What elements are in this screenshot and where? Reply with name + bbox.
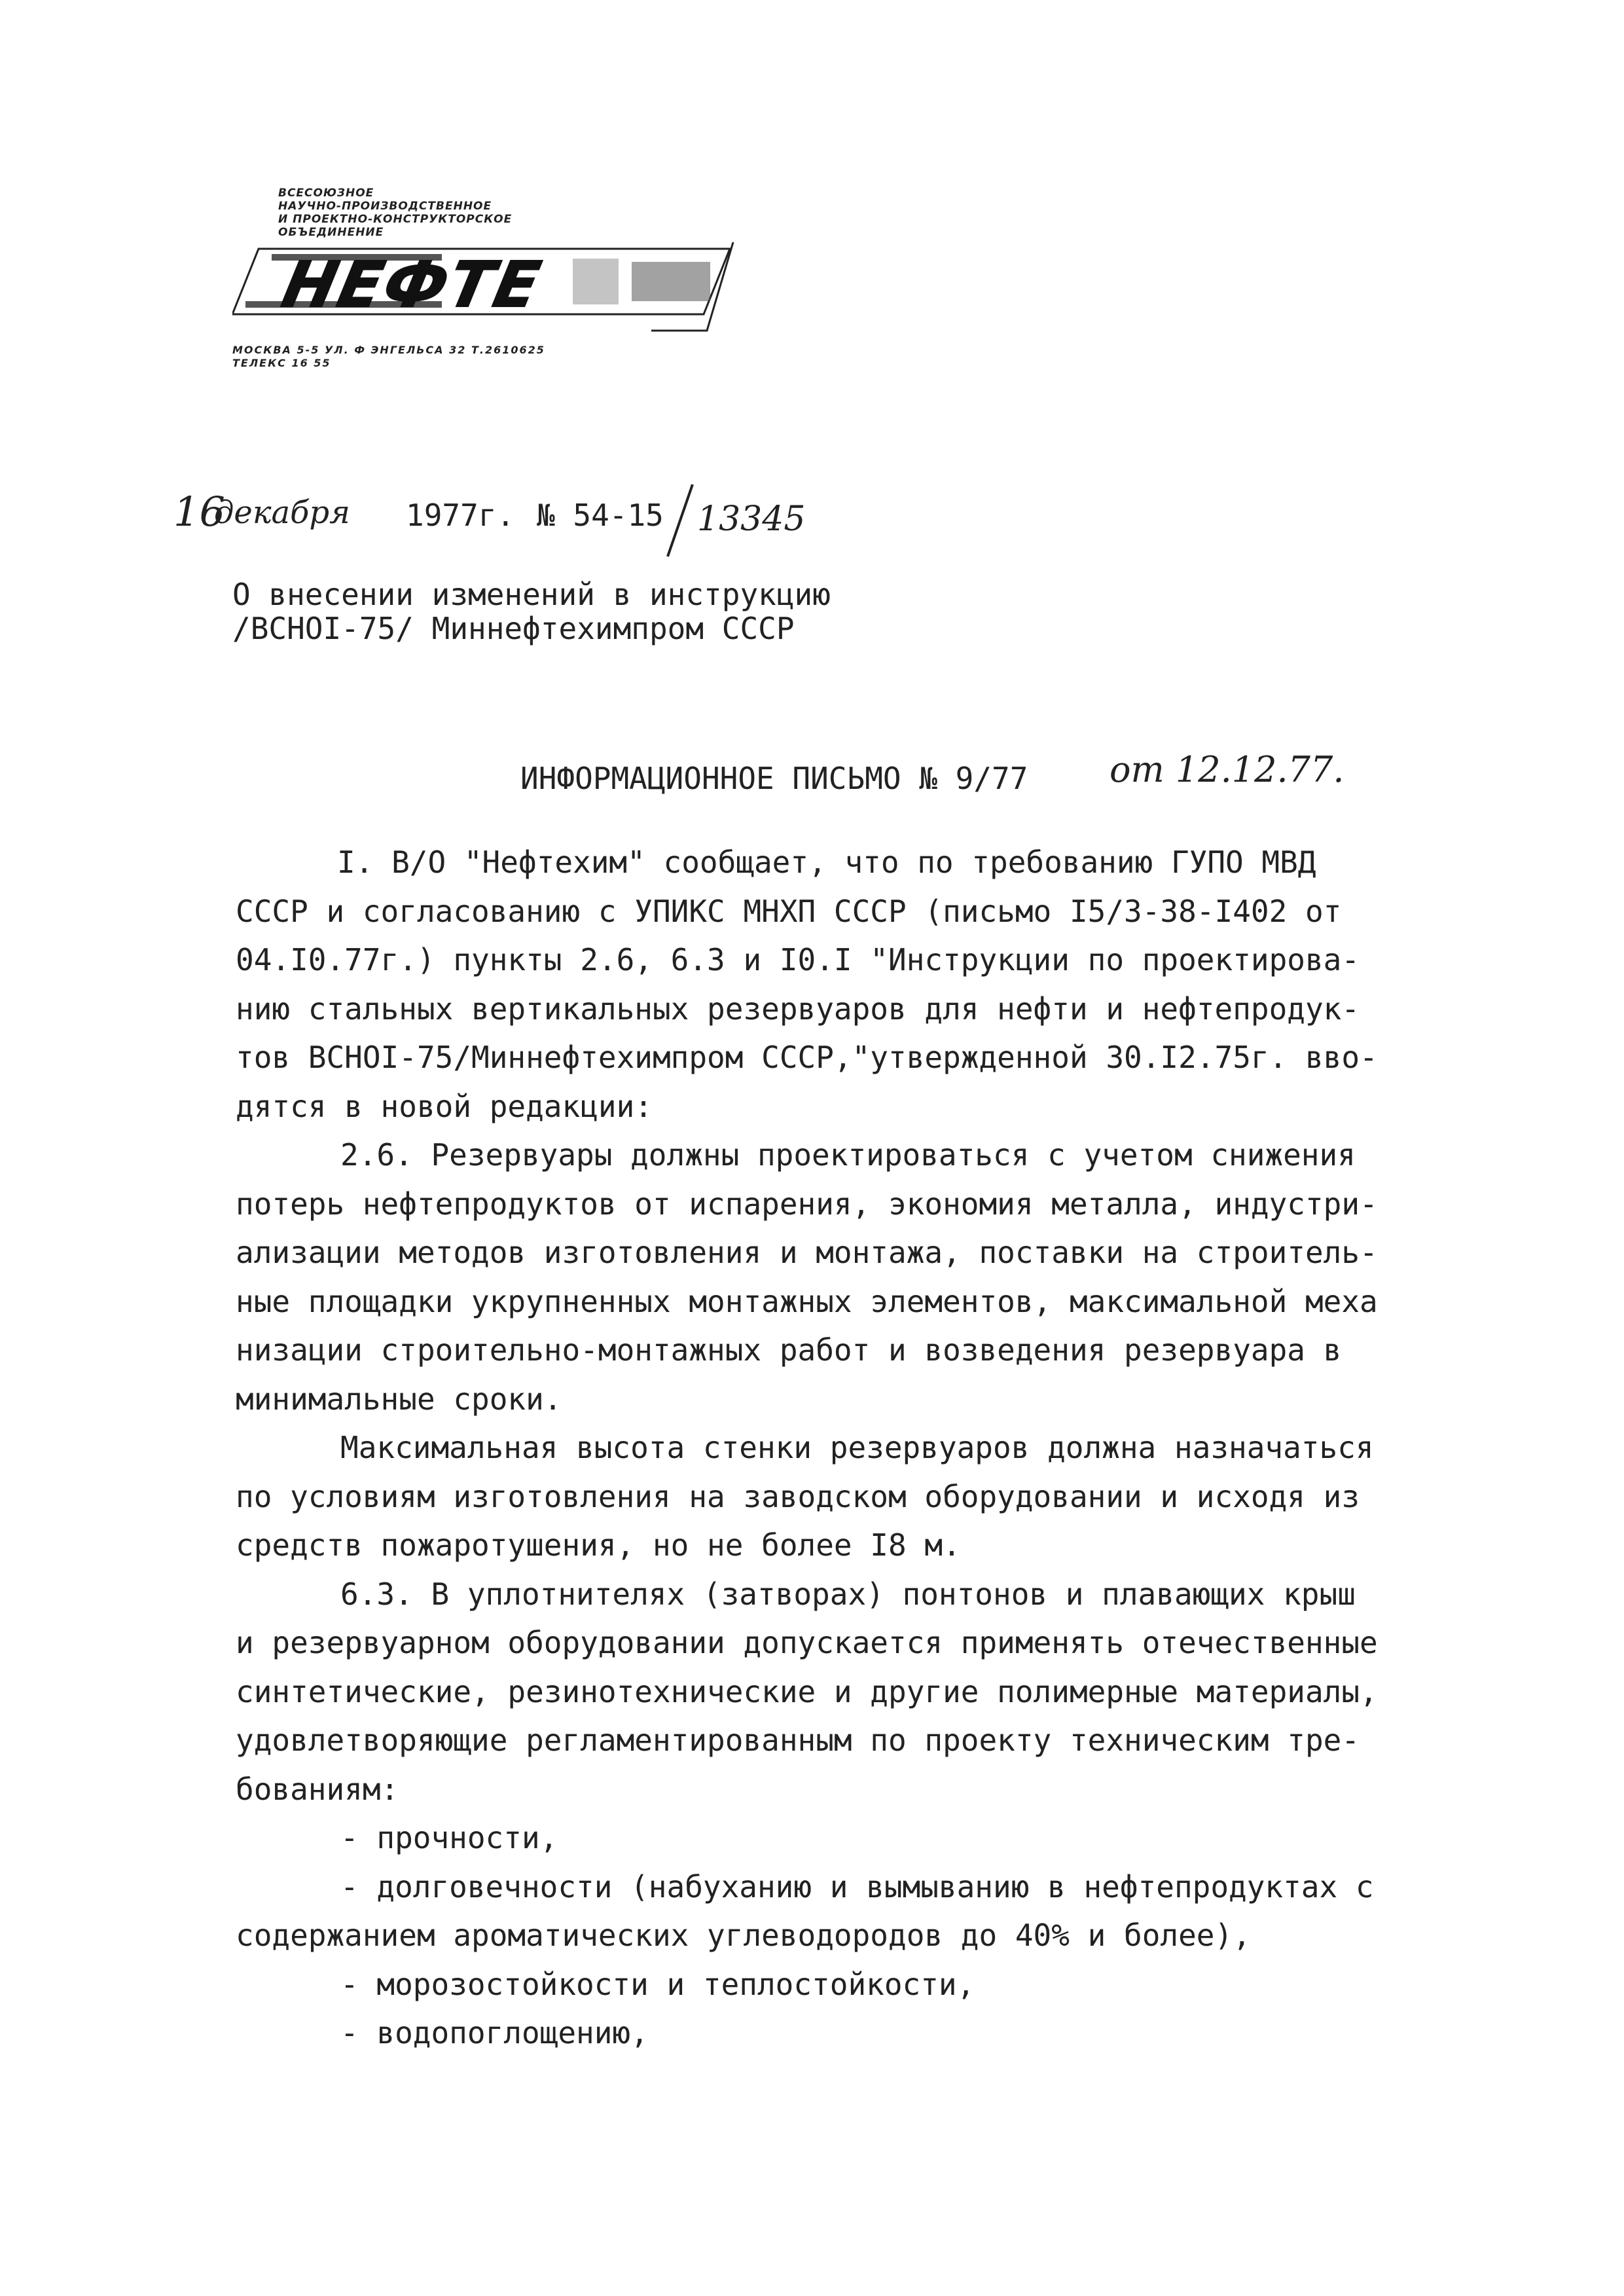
subject-line: О внесении изменений в инструкцию (232, 577, 831, 612)
org-line: ВСЕСОЮЗНОЕ (278, 187, 374, 200)
body-line: низации строительно-монтажных работ и возведения резервуара в (236, 1332, 1342, 1368)
org-line: И ПРОЕКТНО-КОНСТРУКТОРСКОЕ (278, 213, 513, 226)
body-line: синтетические, резинотехнические и другие полимерные материалы, (236, 1673, 1378, 1709)
org-line: НАУЧНО-ПРОИЗВОДСТВЕННОЕ (278, 200, 492, 213)
letter-handwritten-date: от 12.12.77. (1110, 749, 1344, 790)
body-line: дятся в новой редакции: (236, 1088, 653, 1124)
body-line: средств пожаротушения, но не более I8 м. (236, 1527, 961, 1563)
address-line: МОСКВА 5-5 УЛ. Ф ЭНГЕЛЬСА 32 Т.2610625 (232, 344, 545, 356)
body-line: 04.I0.77г.) пункты 2.6, 6.3 и I0.I "Инструкции по проектирова- (236, 942, 1360, 977)
org-line: ОБЪЕДИНЕНИЕ (278, 226, 384, 239)
ref-number: № 54-15 (537, 498, 664, 533)
subject-line: /ВСНОI-75/ Миннефтехимпром СССР (232, 611, 795, 646)
subject (232, 577, 831, 646)
neftekhim-logo (232, 236, 743, 340)
body-line: - морозостойкости и теплостойкости, (340, 1966, 975, 2002)
organization-name (278, 187, 512, 239)
ref-day: 16 (173, 488, 225, 536)
letterhead (232, 187, 743, 383)
telex-line: ТЕЛЕКС 16 55 (232, 357, 331, 369)
letter-heading (520, 749, 1437, 813)
body-line: I. В/О "Нефтехим" сообщает, что по требованию ГУПО МВД (337, 845, 1316, 880)
body-line: ные площадки укрупненных монтажных элементов, максимальной меха (236, 1283, 1378, 1319)
letter-title: ИНФОРМАЦИОННОЕ ПИСЬМО № 9/77 (520, 761, 1028, 796)
body-line: - прочности, (340, 1820, 558, 1855)
body-line: 2.6. Резервуары должны проектироваться с учетом снижения (340, 1137, 1356, 1173)
ref-year: 1977г. (406, 498, 515, 533)
body-line: СССР и согласованию с УПИКС МНХП СССР (письмо I5/З-38-I402 от (236, 893, 1342, 929)
ref-month: декабря (214, 494, 350, 531)
body-line: Максимальная высота стенки резервуаров должна назначаться (340, 1430, 1374, 1465)
logo-wordmark: НЕФТЕ (276, 247, 549, 321)
body-line: тов ВСНОI-75/Миннефтехимпром СССР,"утвержденной 30.I2.75г. вво- (236, 1040, 1378, 1075)
body-line: - долговечности (набуханию и вымыванию в нефтепродуктах с (340, 1868, 1374, 1904)
body-line: удовлетворяющие регламентированным по проекту техническим тре- (236, 1722, 1360, 1758)
body-line: минимальные сроки. (236, 1381, 562, 1417)
body-line: 6.3. В уплотнителях (затворах) понтонов и плавающих крыш (340, 1576, 1356, 1612)
body-line: нию стальных вертикальных резервуаров для нефти и нефтепродук- (236, 991, 1360, 1027)
body-line: по условиям изготовления на заводском оборудовании и исходя из (236, 1478, 1360, 1514)
body-line: и резервуарном оборудовании допускается применять отечественные (236, 1625, 1378, 1660)
ref-handwritten-number: 13345 (697, 500, 806, 539)
address (232, 344, 545, 370)
body-line: содержанием ароматических углеводородов до 40% и более), (236, 1918, 1251, 1953)
body-line: бованиям: (236, 1771, 399, 1807)
letter-body (236, 838, 1492, 2058)
body-line: - водопоглощению, (340, 2015, 649, 2050)
slash-mark (661, 481, 700, 560)
body-line: ализации методов изготовления и монтажа, поставки на строитель- (236, 1235, 1378, 1270)
body-line: потерь нефтепродуктов от испарения, экономия металла, индустри- (236, 1186, 1378, 1222)
reference-line (173, 488, 893, 566)
